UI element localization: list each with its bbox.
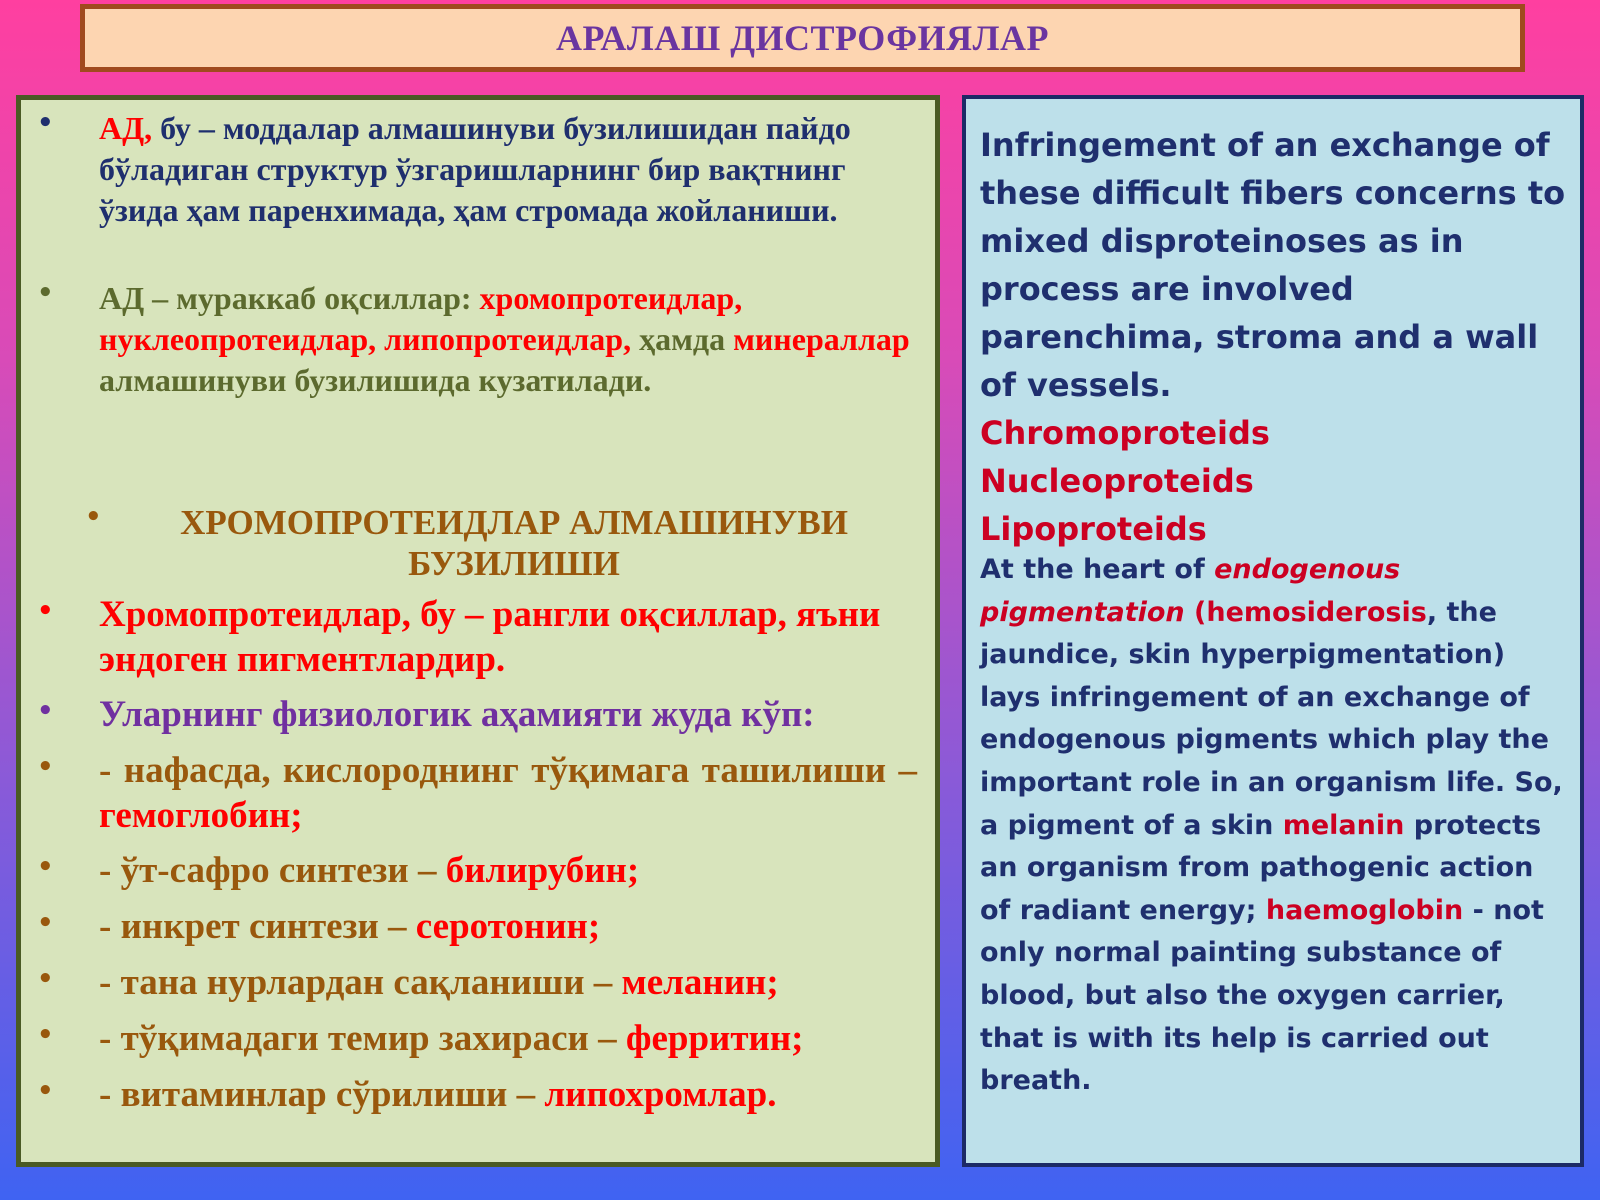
- term-ferritin: ферритин;: [625, 1018, 804, 1059]
- melanin-term: melanin: [1282, 809, 1405, 841]
- ad-definition-text: бу – моддалар алмашинуви бузилишидан пайдо бўладиган структур ўзгаришларнинг бир вақтнинг ўзида ҳам паренхимада, ҳам стромада жойланиши.: [99, 110, 851, 228]
- bullet: •: [85, 502, 102, 532]
- term-nucleoproteids: Nucleoproteids: [980, 462, 1254, 500]
- term-lipochromes: липохромлар.: [544, 1074, 777, 1115]
- bullet: •: [37, 1020, 54, 1050]
- term-melanin: меланин;: [621, 962, 779, 1003]
- right-panel: [962, 95, 1584, 1167]
- protein-types: хромопротеидлар, нуклеопротеидлар, липопротеидлар,: [99, 280, 743, 357]
- page-title: АРАЛАШ ДИСТРОФИЯЛАР: [556, 18, 1049, 58]
- term-lipoproteids: Lipoproteids: [980, 510, 1207, 548]
- term-hemoglobin: гемоглобин;: [99, 795, 303, 836]
- left-panel: • АД, бу – моддалар алмашинуви бузилишидан пайдо бўладиган структур ўзгаришларнинг бир вақтнинг ўзида ҳам паренхимада, ҳам стромада жойланиши. • АД – мураккаб оқсиллар: хромопротеидлар, нуклеопротеидлар, липопротеидлар, ҳамда минераллар алмашинуви бузилишида кузатилади. • ХРОМОПРОТЕИДЛАР АЛМАШИНУВИ БУЗИЛИШИ • Хромопротеидлар, бу – рангли оқсиллар, яъни эндоген пигментлардир. • Уларнинг физиологик аҳамияти жуда кўп: • - нафасда, кислороднинг тўқимага ташилиши – гемоглобин; • - ўт-сафро синтези – билирубин; • - инкрет синтези – серотонин; • - тана нурлардан сақланиши – меланин; • - тўқимадаги темир захираси – ферритин; • - витаминлар сўрилиши – липохромлар.: [16, 95, 940, 1167]
- endogenous-pigmentation-term: endogenous pigmentation: [980, 554, 1401, 628]
- bullet: •: [37, 908, 54, 938]
- term-serotonin: серотонин;: [415, 906, 601, 947]
- bullet: •: [37, 852, 54, 882]
- term-chromoproteids: Chromoproteids: [980, 414, 1270, 452]
- haemoglobin-term: haemoglobin: [1265, 894, 1464, 926]
- bullet: •: [37, 1076, 54, 1106]
- bullet: •: [37, 696, 54, 726]
- bullet: •: [37, 108, 54, 138]
- english-pigmentation-paragraph: At the heart of endogenous pigmentation (hemosiderosis, the jaundice, skin hyperpigmentation) lays infringement of an exchange of endogenous pigments which play the important role in an organism life. So, a pigment of a skin melanin protects an organism from pathogenic action of radiant energy; haemoglobin - not only normal painting substance of blood, but also the oxygen carrier, that is with its help is carried out breath.: [980, 554, 1563, 1097]
- section-subheading: • ХРОМОПРОТЕИДЛАР АЛМАШИНУВИ БУЗИЛИШИ: [85, 502, 848, 583]
- term-bilirubin: билирубин;: [445, 850, 640, 891]
- bullet: •: [37, 596, 54, 626]
- bullet: •: [37, 278, 54, 308]
- minerals-term: минераллар: [733, 321, 910, 357]
- bullet: •: [37, 752, 54, 782]
- english-intro: Infringement of an exchange of these difficult fibers concerns to mixed disproteinoses as in process are involved parenchima, stroma and a wall of vessels. Chromoproteids Nucleoproteids Lipoproteids: [980, 121, 1570, 553]
- title-banner: [80, 4, 1525, 72]
- bullet: •: [37, 964, 54, 994]
- ad-abbrev: АД,: [99, 110, 153, 146]
